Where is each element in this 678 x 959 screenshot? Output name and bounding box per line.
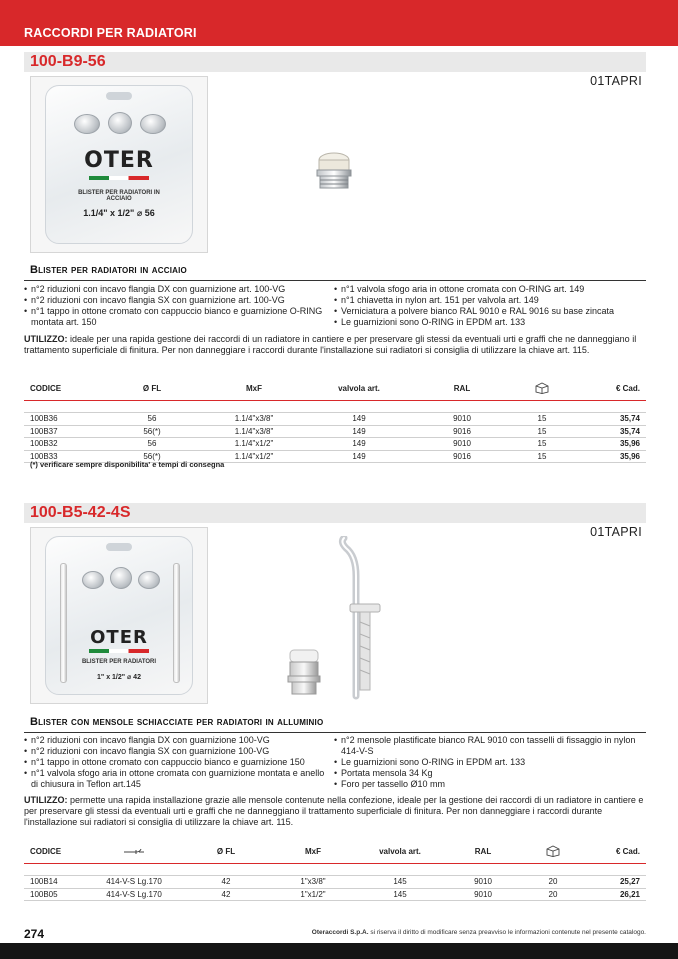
hanger-hole: [106, 92, 132, 100]
blister-label: BLISTER PER RADIATORI: [81, 659, 157, 665]
bracket-rod: [60, 563, 67, 683]
feature-item: • Verniciatura a polvere bianco RAL 9010 e RAL 9016 su base zincata: [334, 306, 615, 316]
feature-column-right: [334, 284, 646, 328]
col-header-code: CODICE: [24, 378, 94, 400]
feature-item: • n°1 tappo in ottone cromato con cappuccio bianco e guarnizione O-RING montata art. 150: [24, 306, 323, 327]
page-category-title: RACCORDI PER RADIATORI: [24, 26, 197, 40]
usage-paragraph: [24, 795, 648, 828]
price-table: [24, 378, 646, 463]
feature-list: [24, 735, 650, 791]
col-header-code: CODICE: [24, 841, 86, 863]
bracket-rod: [173, 563, 180, 683]
page-number: 274: [24, 927, 45, 941]
product-code: 100-B5-42-4S: [30, 504, 131, 521]
col-header-thread: MxF: [270, 841, 356, 863]
oter-logo: OTER: [84, 148, 154, 173]
blister-size: 1" x 1/2" ⌀ 42: [97, 674, 141, 681]
product-brand: 01TAPRI: [590, 74, 642, 88]
col-header-valve: valvola art.: [298, 378, 420, 400]
feature-item: • n°2 riduzioni con incavo flangia DX con guarnizione art. 100-VG: [24, 284, 286, 294]
bracket-and-cap-photo: [286, 536, 386, 706]
feature-item: • Le guarnizioni sono O-RING in EPDM art. 133: [334, 317, 526, 327]
footer-disclaimer: [312, 929, 646, 936]
cap-part: [108, 112, 132, 134]
blister-label: BLISTER PER RADIATORI IN ACCIAIO: [78, 190, 160, 202]
product-code: 100-B9-56: [30, 53, 106, 70]
section-title: Blister per radiatori in acciaio: [30, 264, 187, 276]
col-header-bracket: [86, 841, 182, 863]
hanger-hole: [106, 543, 132, 551]
product-photo: [30, 76, 208, 253]
section-divider: [24, 732, 646, 733]
col-header-ral: RAL: [444, 841, 522, 863]
table-row: 100B36 56 1.1/4"x3/8" 149 9010 15 35,74: [24, 413, 646, 426]
footer-disclaimer-text: si riserva il diritto di modificare senza preavviso le informazioni contenute nel presente catalogo.: [368, 929, 646, 936]
table-row: 100B05 414-V-S Lg.170 42 1"x1/2" 145 9010 20 26,21: [24, 888, 646, 901]
oter-logo: OTER: [90, 627, 148, 648]
availability-note: (*) verificare sempre disponibilita' e tempi di consegna: [30, 460, 225, 469]
bracket-icon: [123, 846, 145, 856]
col-header-valve: valvola art.: [356, 841, 444, 863]
feature-item: • Le guarnizioni sono O-RING in EPDM art. 133: [334, 757, 526, 767]
table-header-row: [24, 378, 646, 400]
usage-text: ideale per una rapida gestione dei raccordi di un radiatore in cantiere e per preservare gli stessi da eventuali urti e graffi che ne danneggiano il trattamento superficiale di finitura. Per non danneggiare i raccordi durante l'installazione sui radiatori si consiglia di utilizzare la chiave art. 115.: [24, 334, 637, 355]
blister-size: 1.1/4" x 1/2" ⌀ 56: [83, 208, 155, 218]
product-photo: [30, 527, 208, 704]
table-header-row: [24, 841, 646, 863]
col-header-diameter: Ø FL: [94, 378, 210, 400]
blister-pack-image: [45, 536, 193, 695]
reducer-part: [82, 571, 104, 589]
footer-company: Oteraccordi S.p.A.: [311, 929, 369, 936]
feature-item: • n°1 valvola sfogo aria in ottone cromata con guarnizione montata e anello di chiusura in Teflon art.145: [24, 768, 325, 789]
footer-bar: [0, 943, 678, 959]
italian-flag-stripe: [89, 649, 149, 653]
italian-flag-stripe: [89, 176, 149, 180]
col-header-ral: RAL: [420, 378, 504, 400]
feature-item: • n°2 mensole plastificate bianco RAL 9010 con tasselli di fissaggio in nylon 414-V-S: [334, 735, 636, 756]
usage-paragraph: [24, 334, 648, 356]
header-bar: [0, 0, 678, 46]
price-table: [24, 841, 646, 901]
col-header-price: € Cad.: [584, 841, 646, 863]
feature-item: • Foro per tassello Ø10 mm: [334, 779, 446, 789]
table-row: 100B14 414-V-S Lg.170 42 1"x3/8" 145 9010 20 25,27: [24, 876, 646, 889]
product-brand: 01TAPRI: [590, 525, 642, 539]
col-header-thread: MxF: [210, 378, 298, 400]
product-code-band: [24, 52, 646, 72]
col-header-pack: [522, 841, 584, 863]
feature-item: • n°2 riduzioni con incavo flangia SX con guarnizione art. 100-VG: [24, 295, 285, 305]
feature-item: • Portata mensola 34 Kg: [334, 768, 433, 778]
usage-label: UTILIZZO:: [24, 795, 68, 805]
col-header-diameter: Ø FL: [182, 841, 270, 863]
section-title: Blister con mensole schiacciate per radiatori in alluminio: [30, 716, 324, 728]
feature-column-left: [24, 284, 330, 328]
feature-item: • n°1 chiavetta in nylon art. 151 per valvola art. 149: [334, 295, 539, 305]
reducer-part: [140, 114, 166, 134]
product-code-band: [24, 503, 646, 523]
reducer-part: [138, 571, 160, 589]
usage-label: UTILIZZO:: [24, 334, 68, 344]
feature-item: • n°2 riduzioni con incavo flangia SX con guarnizione 100-VG: [24, 746, 270, 756]
box-icon: [546, 845, 560, 857]
feature-column-right: [334, 735, 646, 790]
feature-item: • n°1 tappo in ottone cromato con cappuccio bianco e guarnizione 150: [24, 757, 305, 767]
col-header-pack: [504, 378, 580, 400]
col-header-price: € Cad.: [580, 378, 646, 400]
usage-text: permette una rapida installazione grazie alle mensole contenute nella confezione, ideale per la gestione dei raccordi di un radiatore in cantiere e per preservare gli stessi da eventuali urti e graffi che ne danneggiano il trattamento superficiale di finitura. Per non danneggiare i raccordi durante l'installazione sui radiatori si consiglia di utilizzare la chiave art. 115.: [24, 795, 644, 827]
reducer-part: [74, 114, 100, 134]
box-icon: [535, 382, 549, 394]
section-divider: [24, 280, 646, 281]
table-row: 100B37 56(*) 1.1/4"x3/8" 149 9016 15 35,74: [24, 425, 646, 438]
cap-part: [110, 567, 132, 589]
feature-column-left: [24, 735, 330, 790]
table-row: 100B33 56(*) 1.1/4"x1/2" 149 9016 15 35,96: [24, 450, 646, 463]
feature-item: • n°1 valvola sfogo aria in ottone cromata con O-RING art. 149: [334, 284, 585, 294]
valve-photo: [312, 150, 356, 192]
feature-item: • n°2 riduzioni con incavo flangia DX con guarnizione 100-VG: [24, 735, 270, 745]
blister-pack-image: [45, 85, 193, 244]
table-row: 100B32 56 1.1/4"x1/2" 149 9010 15 35,96: [24, 438, 646, 451]
feature-list: [24, 284, 650, 330]
